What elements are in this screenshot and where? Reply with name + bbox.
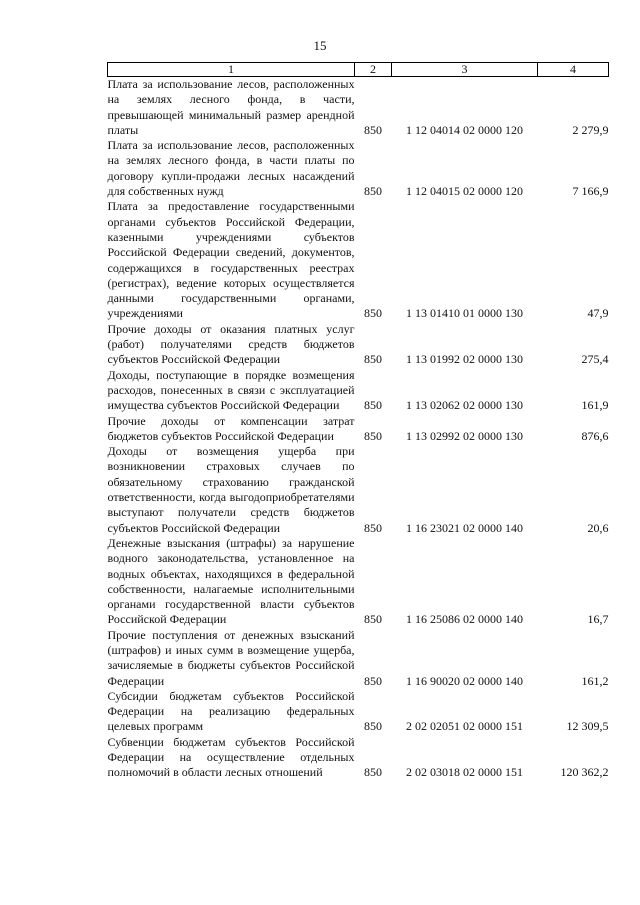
table-row — [108, 444, 609, 536]
row-description: Плата за использование лесов, расположенных на землях лесного фонда, в части, превышающей минимальный размер арендной платы — [107, 77, 355, 137]
row-description: Прочие доходы от компенсации затрат бюджетов субъектов Российской Федерации — [107, 413, 355, 443]
row-admin-code: 850 — [364, 428, 382, 443]
table-row — [108, 536, 609, 628]
table-row — [108, 689, 609, 735]
table-row — [108, 138, 609, 199]
row-description: Денежные взыскания (штрафы) за нарушение водного законодательства, установленное на водных объектах, находящихся в федеральной собственности, налагаемые исполнительными органами государственной власти субъектов Российской Федерации — [107, 535, 355, 627]
row-amount: 2 279,9 — [572, 122, 609, 137]
row-classification-code: 1 16 25086 02 0000 140 — [406, 612, 523, 627]
column-header-3: 3 — [392, 63, 538, 77]
row-description: Субсидии бюджетам субъектов Российской Федерации на реализацию федеральных целевых программ — [107, 688, 355, 734]
row-classification-code: 1 13 02992 02 0000 130 — [406, 428, 523, 443]
row-amount: 16,7 — [587, 612, 609, 627]
row-description: Плата за предоставление государственными органами субъектов Российской Федерации, казенными учреждениями субъектов Российской Федерации сведений, документов, содержащихся в государственных реестрах (регистрах), ведение которых осуществляется данными государственными органами, учреждениями — [107, 199, 355, 321]
row-classification-code: 1 13 02062 02 0000 130 — [406, 398, 523, 413]
table-row — [108, 368, 609, 414]
table-row — [108, 322, 609, 368]
row-admin-code: 850 — [364, 765, 382, 780]
row-amount: 47,9 — [587, 306, 609, 321]
row-classification-code: 2 02 02051 02 0000 151 — [406, 719, 523, 734]
row-classification-code: 1 13 01410 01 0000 130 — [406, 306, 523, 321]
row-amount: 12 309,5 — [566, 719, 609, 734]
table-row — [108, 77, 609, 139]
row-admin-code: 850 — [364, 122, 382, 137]
table-row — [108, 735, 609, 781]
column-header-2: 2 — [355, 63, 392, 77]
column-header-1: 1 — [108, 63, 355, 77]
row-admin-code: 850 — [364, 352, 382, 367]
row-description: Прочие доходы от оказания платных услуг (работ) получателями средств бюджетов субъектов Российской Федерации — [107, 321, 355, 367]
row-admin-code: 850 — [364, 306, 382, 321]
row-description: Доходы от возмещения ущерба при возникновении страховых случаев по обязательному страхованию гражданской ответственности, когда выгодоприобретателями выступают получатели средств бюджетов субъектов Российской Федерации — [107, 444, 355, 535]
revenue-table — [107, 62, 609, 781]
table-header-row — [108, 63, 609, 77]
table-row — [108, 199, 609, 321]
table-row — [108, 414, 609, 445]
row-classification-code: 1 13 01992 02 0000 130 — [406, 352, 523, 367]
row-classification-code: 1 16 90020 02 0000 140 — [406, 673, 523, 688]
row-classification-code: 1 16 23021 02 0000 140 — [406, 520, 523, 535]
row-description: Доходы, поступающие в порядке возмещения расходов, понесенных в связи с эксплуатацией имущества субъектов Российской Федерации — [107, 367, 355, 413]
row-amount: 20,6 — [587, 520, 609, 535]
row-amount: 161,2 — [581, 673, 609, 688]
row-classification-code: 2 02 03018 02 0000 151 — [406, 765, 523, 780]
row-admin-code: 850 — [364, 719, 382, 734]
row-amount: 161,9 — [581, 398, 609, 413]
row-admin-code: 850 — [364, 520, 382, 535]
row-classification-code: 1 12 04014 02 0000 120 — [406, 122, 523, 137]
row-amount: 275,4 — [581, 352, 609, 367]
row-classification-code: 1 12 04015 02 0000 120 — [406, 184, 523, 199]
page-number: 15 — [313, 38, 327, 53]
table-row — [108, 628, 609, 689]
row-description: Прочие поступления от денежных взысканий (штрафов) и иных сумм в возмещение ущерба, зачисляемые в бюджеты субъектов Российской Федерации — [107, 627, 355, 688]
row-description: Плата за использование лесов, расположенных на землях лесного фонда, в части платы по договору купли-продажи лесных насаждений для собственных нужд — [107, 138, 355, 199]
row-admin-code: 850 — [364, 398, 382, 413]
column-header-4: 4 — [538, 63, 609, 77]
row-admin-code: 850 — [364, 184, 382, 199]
row-amount: 120 362,2 — [560, 765, 609, 780]
row-amount: 7 166,9 — [572, 184, 609, 199]
row-description: Субвенции бюджетам субъектов Российской Федерации на осуществление отдельных полномочий в области лесных отношений — [107, 734, 355, 780]
row-admin-code: 850 — [364, 612, 382, 627]
row-amount: 876,6 — [581, 428, 609, 443]
row-admin-code: 850 — [364, 673, 382, 688]
